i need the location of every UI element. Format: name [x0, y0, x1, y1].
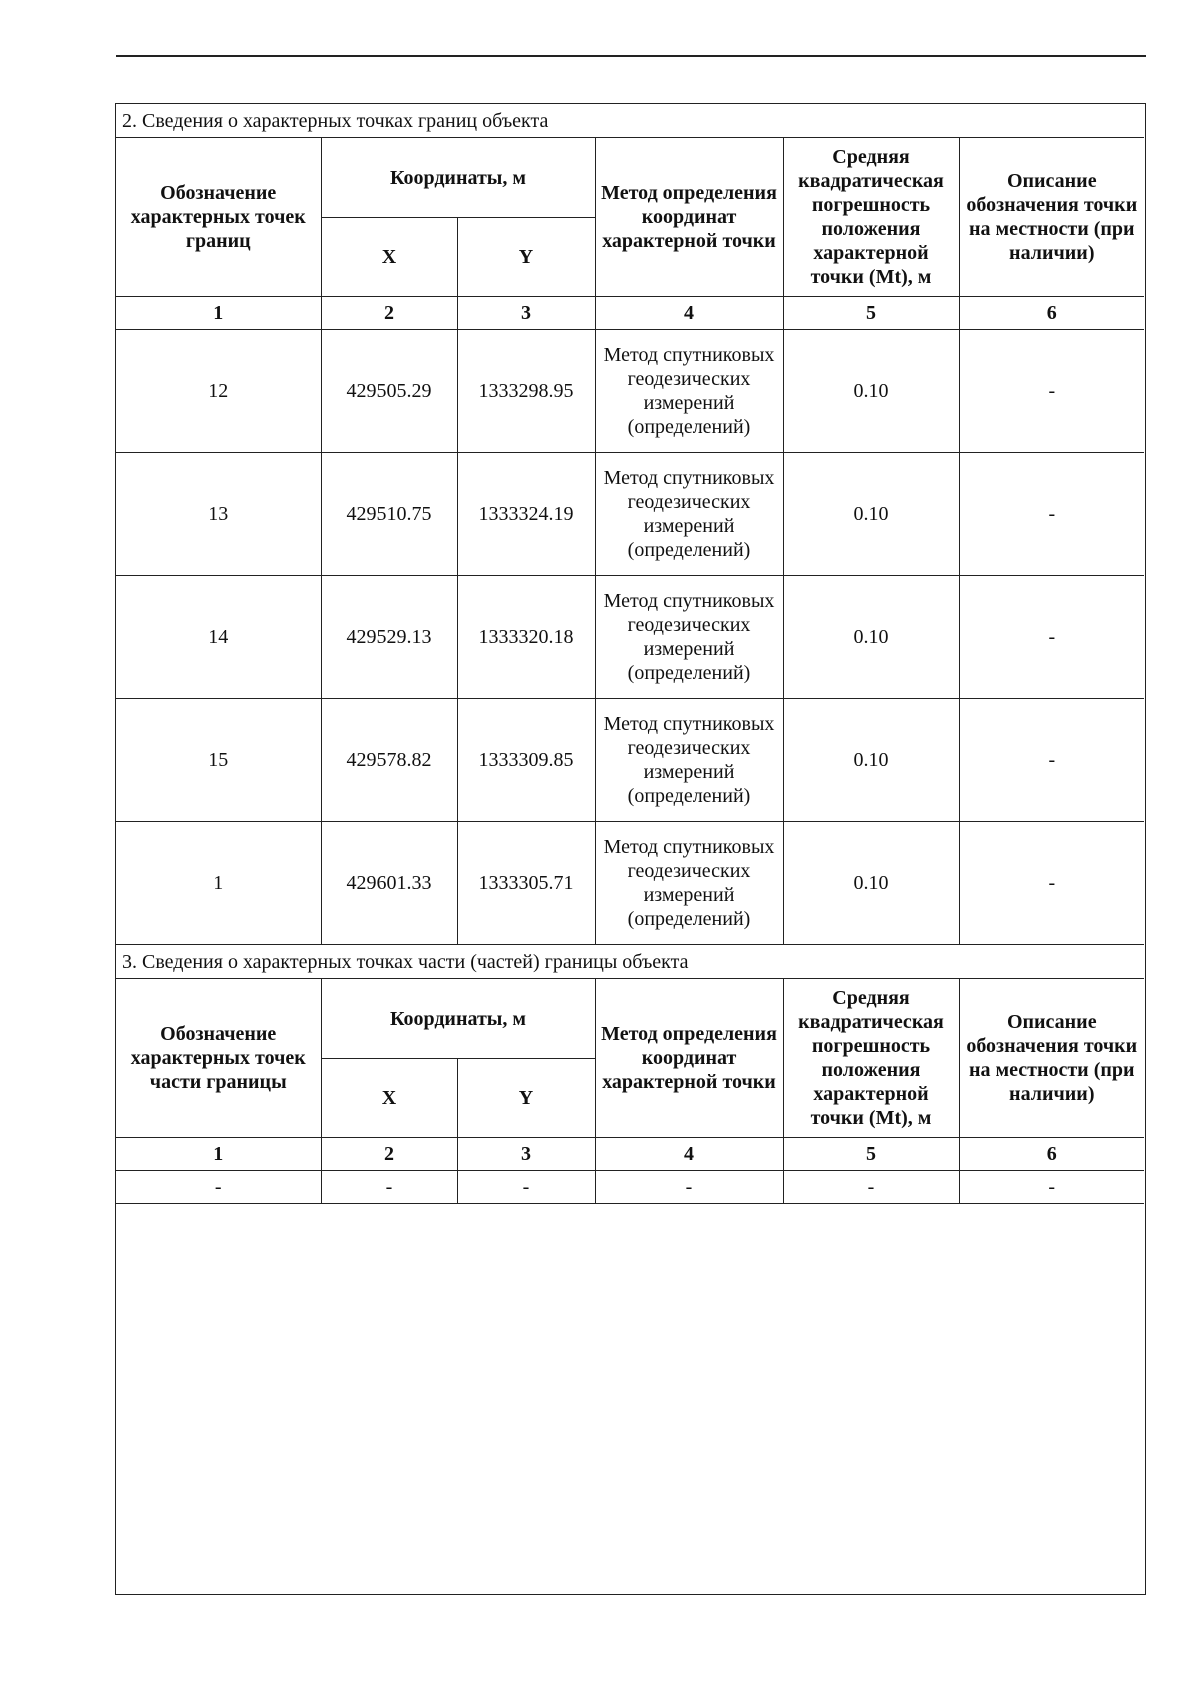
mt-error: 0.10	[783, 699, 959, 822]
point-id: 13	[116, 453, 321, 576]
coord-y: 1333305.71	[457, 822, 595, 945]
col-number: 5	[783, 297, 959, 330]
section2-title: 2. Сведения о характерных точках границ объекта	[116, 104, 1144, 138]
coord-x: 429510.75	[321, 453, 457, 576]
col-number: 5	[783, 1138, 959, 1171]
description: -	[959, 576, 1144, 699]
col-number: 1	[116, 297, 321, 330]
method: Метод спутниковых геодезических измерений (определений)	[595, 699, 783, 822]
header-method: Метод определения координат характерной точки	[595, 979, 783, 1138]
header-error: Средняя квадратическая погрешность положения характерной точки (Mt), м	[783, 138, 959, 297]
description: -	[959, 453, 1144, 576]
header-y: Y	[457, 218, 595, 297]
document-frame	[115, 103, 1146, 1595]
header-error: Средняя квадратическая погрешность положения характерной точки (Mt), м	[783, 979, 959, 1138]
method: Метод спутниковых геодезических измерений (определений)	[595, 453, 783, 576]
header-description: Описание обозначения точки на местности (при наличии)	[959, 138, 1144, 297]
description: -	[959, 822, 1144, 945]
method: Метод спутниковых геодезических измерений (определений)	[595, 330, 783, 453]
mt-error: 0.10	[783, 822, 959, 945]
point-id: 15	[116, 699, 321, 822]
method: Метод спутниковых геодезических измерений (определений)	[595, 576, 783, 699]
header-x: X	[321, 1059, 457, 1138]
method: -	[595, 1171, 783, 1204]
section3-title: 3. Сведения о характерных точках части (частей) границы объекта	[116, 945, 1144, 979]
coord-x: 429578.82	[321, 699, 457, 822]
column-number-row	[116, 297, 1144, 330]
description: -	[959, 1171, 1144, 1204]
col-number: 6	[959, 297, 1144, 330]
description: -	[959, 330, 1144, 453]
table-row	[116, 330, 1144, 453]
table-row	[116, 453, 1144, 576]
coord-x: 429529.13	[321, 576, 457, 699]
header-designation: Обозначение характерных точек части границы	[116, 979, 321, 1138]
point-id: 1	[116, 822, 321, 945]
header-y: Y	[457, 1059, 595, 1138]
col-number: 1	[116, 1138, 321, 1171]
col-number: 3	[457, 1138, 595, 1171]
col-number: 2	[321, 1138, 457, 1171]
mt-error: 0.10	[783, 453, 959, 576]
table-row	[116, 822, 1144, 945]
coord-y: 1333324.19	[457, 453, 595, 576]
point-id: -	[116, 1171, 321, 1204]
coord-y: 1333298.95	[457, 330, 595, 453]
coord-y: 1333309.85	[457, 699, 595, 822]
header-method: Метод определения координат характерной точки	[595, 138, 783, 297]
col-number: 4	[595, 297, 783, 330]
header-designation: Обозначение характерных точек границ	[116, 138, 321, 297]
point-id: 14	[116, 576, 321, 699]
col-number: 2	[321, 297, 457, 330]
description: -	[959, 699, 1144, 822]
coord-x: -	[321, 1171, 457, 1204]
table-row	[116, 699, 1144, 822]
col-number: 4	[595, 1138, 783, 1171]
coord-x: 429601.33	[321, 822, 457, 945]
header-x: X	[321, 218, 457, 297]
section3-table	[116, 945, 1144, 1204]
coord-y: 1333320.18	[457, 576, 595, 699]
mt-error: -	[783, 1171, 959, 1204]
header-description: Описание обозначения точки на местности (при наличии)	[959, 979, 1144, 1138]
header-rule	[116, 55, 1146, 57]
header-coordinates: Координаты, м	[321, 979, 595, 1059]
coord-x: 429505.29	[321, 330, 457, 453]
header-coordinates: Координаты, м	[321, 138, 595, 218]
mt-error: 0.10	[783, 330, 959, 453]
table-row	[116, 1171, 1144, 1204]
point-id: 12	[116, 330, 321, 453]
table-row	[116, 576, 1144, 699]
mt-error: 0.10	[783, 576, 959, 699]
method: Метод спутниковых геодезических измерений (определений)	[595, 822, 783, 945]
col-number: 6	[959, 1138, 1144, 1171]
col-number: 3	[457, 297, 595, 330]
column-number-row	[116, 1138, 1144, 1171]
section2-table	[116, 104, 1144, 945]
coord-y: -	[457, 1171, 595, 1204]
